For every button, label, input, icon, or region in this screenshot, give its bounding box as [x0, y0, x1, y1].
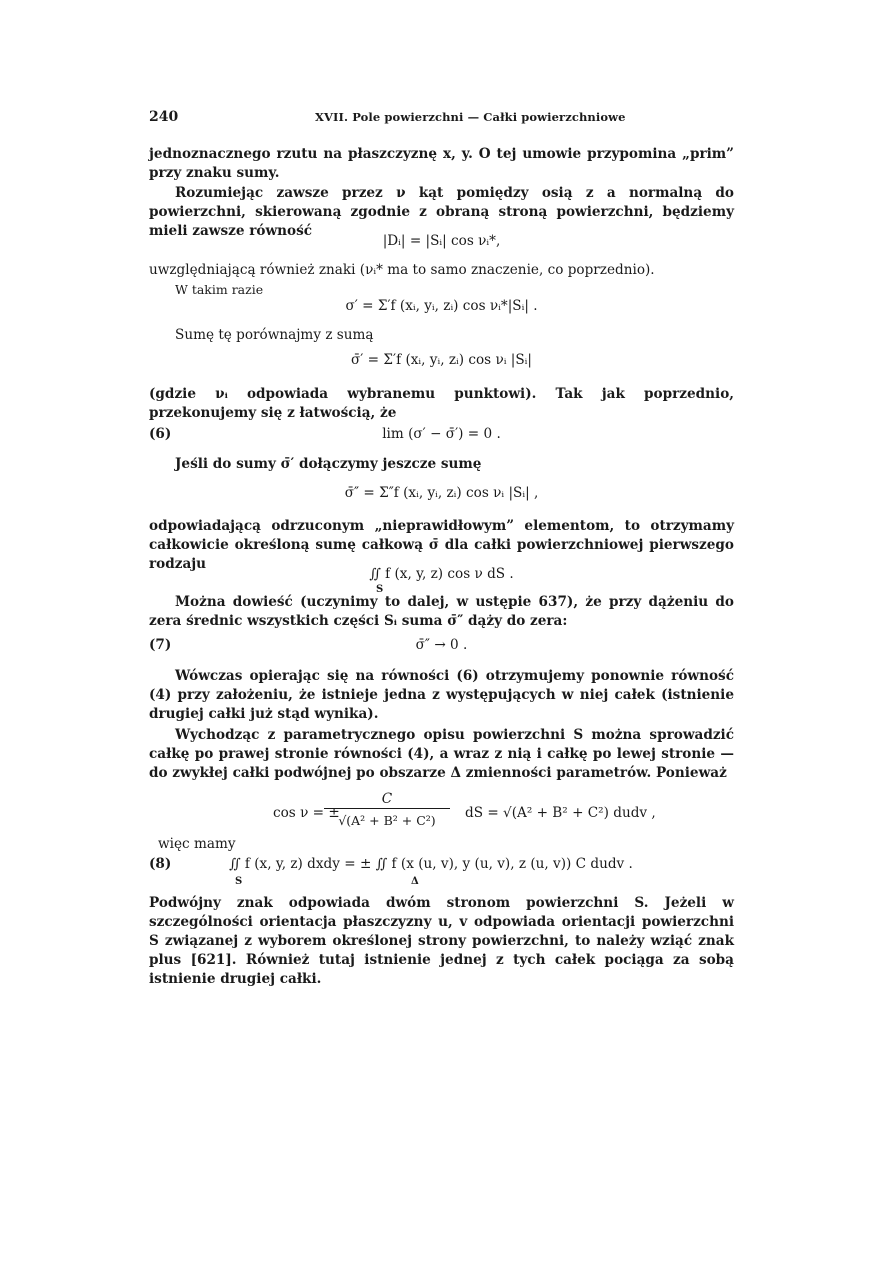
paragraph-12: więc mamy [158, 836, 236, 852]
paragraph-11: Wychodząc z parametrycznego opisu powierzchni S można sprowadzić całkę po prawej stronie równości (4), a wraz z nią i całkę po lewej stronie — do zwykłej całki podwójnej po obszarze Δ zmienności parametrów. Ponieważ [149, 727, 734, 781]
page-number: 240 [149, 109, 179, 125]
equation-cos-ds-row [149, 790, 734, 834]
equation-6-row [149, 425, 734, 445]
equation-sigma-bar: σ̄′ = Σ′f (xᵢ, yᵢ, zᵢ) cos νᵢ |Sᵢ| [351, 352, 532, 368]
equation-7-row [149, 636, 734, 656]
fraction-numerator: C [381, 791, 393, 807]
equation-abs-d: |Dᵢ| = |Sᵢ| cos νᵢ*, [382, 233, 501, 249]
page-header [149, 108, 734, 128]
paragraph-7: Jeśli do sumy σ̄′ dołączymy jeszcze sumę [175, 456, 482, 472]
equation-8-domain-right: Δ [411, 876, 419, 887]
paragraph-8: odpowiadającą odrzuconym „nieprawidłowym” elementom, to otrzymamy całkowicie określoną sumę całkową σ̄ dla całki powierzchniowej pierwszego rodzaju [149, 518, 734, 572]
surface-integral-expression: ∬ f (x, y, z) cos ν dS . [369, 566, 514, 582]
paragraph-10: Wówczas opierając się na równości (6) otrzymujemy ponownie równość (4) przy założeniu, że istnieje jedna z występujących w niej całek (istnienie drugiej całki już stąd wynika). [149, 668, 734, 722]
fraction-denominator: √(A² + B² + C²) [338, 813, 436, 828]
running-title: XVII. Pole powierzchni — Całki powierzchniowe [315, 110, 626, 124]
integral-domain-s: S [376, 584, 384, 595]
equation-number-7: (7) [149, 637, 172, 653]
fraction-bar [324, 808, 450, 809]
paragraph-2: Rozumiejąc zawsze przez ν kąt pomiędzy osią z a normalną do powierzchni, skierowaną zgodnie z obraną stroną powierzchni, będziemy mieli zawsze równość [149, 185, 734, 239]
equation-sigma-prime: σ′ = Σ′f (xᵢ, yᵢ, zᵢ) cos νᵢ*|Sᵢ| . [345, 298, 538, 314]
equation-6: lim (σ′ − σ̄′) = 0 . [382, 426, 501, 442]
paragraph-4: W takim razie [175, 282, 264, 297]
equation-8-domain-left: S [235, 876, 243, 887]
paragraph-3: uwzględniającą również znaki (νᵢ* ma to samo znaczenie, co poprzednio). [149, 262, 655, 278]
paragraph-1: jednoznacznego rzutu na płaszczyznę x, y. O tej umowie przypomina „prim” przy znaku sumy. [149, 146, 734, 181]
equation-7: σ̄″ → 0 . [415, 637, 468, 653]
paragraph-5: Sumę tę porównajmy z sumą [175, 327, 374, 343]
paragraph-6: (gdzie νᵢ odpowiada wybranemu punktowi). Tak jak poprzednio, przekonujemy się z łatwością, że [149, 386, 734, 421]
equation-8: ∬ f (x, y, z) dxdy = ± ∬ f (x (u, v), y (u, v), z (u, v)) C dudv . [229, 856, 633, 872]
equation-number-8: (8) [149, 856, 172, 872]
equation-8-row [149, 855, 734, 891]
equation-surface-integral [149, 565, 734, 595]
equation-number-6: (6) [149, 426, 172, 442]
equation-sigma-double-prime: σ̄″ = Σ″f (xᵢ, yᵢ, zᵢ) cos νᵢ |Sᵢ| , [344, 485, 539, 501]
paragraph-9: Można dowieść (uczynimy to dalej, w ustępie 637), że przy dążeniu do zera średnic wszystkich części Sᵢ suma σ̄″ dąży do zera: [149, 594, 734, 629]
ds-expression: dS = √(A² + B² + C²) dudv , [465, 805, 656, 821]
cos-nu-lhs: cos ν = ± [273, 805, 340, 821]
paragraph-13: Podwójny znak odpowiada dwóm stronom powierzchni S. Jeżeli w szczególności orientacja płaszczyzny u, v odpowiada orientacji powierzchni S związanej z wyborem określonej strony powierzchni, to należy wziąć znak plus [621]. Również tutaj istnienie jednej z tych całek pociąga za sobą istnienie drugiej całki. [149, 895, 734, 987]
